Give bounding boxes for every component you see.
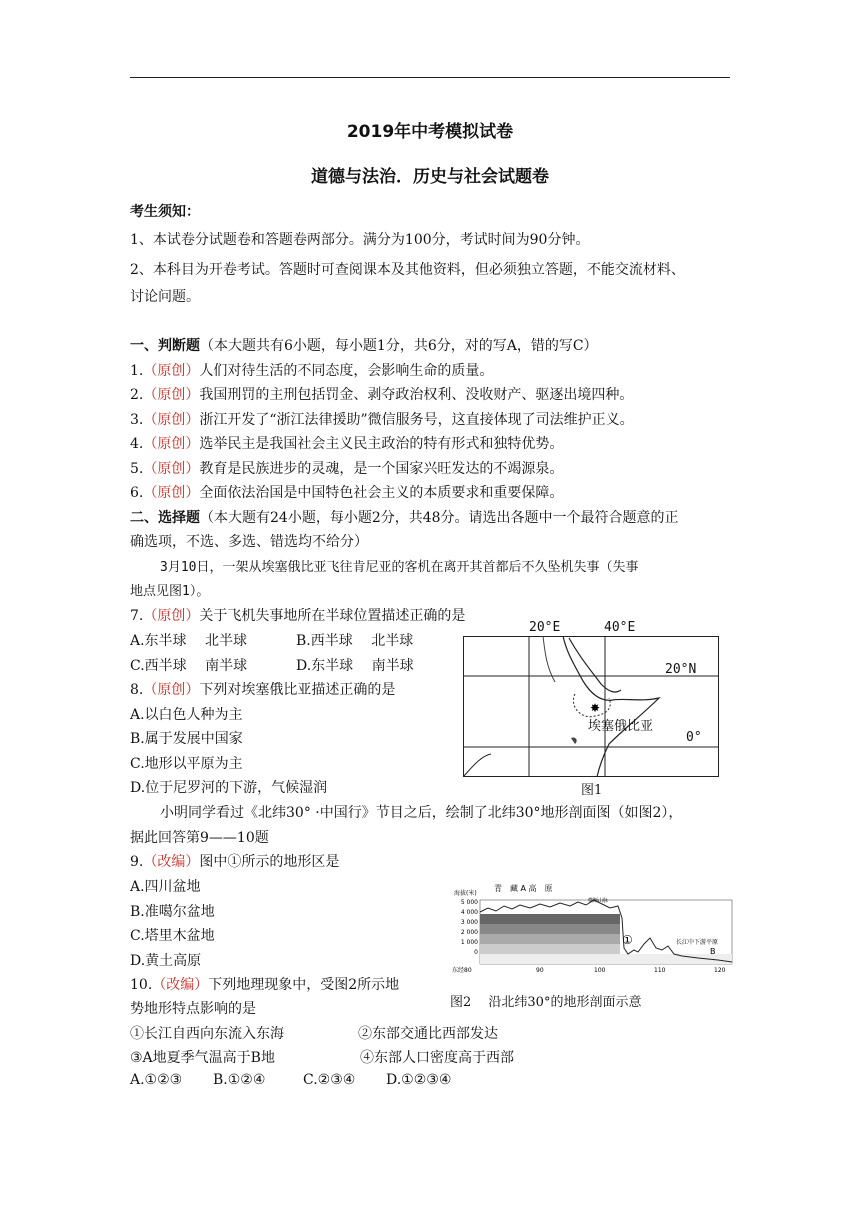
question-text: 下列对埃塞俄比亚描述正确的是 [199, 682, 396, 698]
option-a: A.以白色人种为主 [130, 707, 243, 723]
header-rule [130, 77, 730, 78]
question-8 [130, 679, 395, 699]
material-intro-2: 小明同学看过《北纬30° ·中国行》节目之后，绘制了北纬30°地形剖面图（如图2）， [160, 805, 683, 821]
terrain-profile-chart [448, 878, 738, 976]
x-axis-title: 东经80 [452, 967, 472, 974]
map-country-label: 埃塞俄比亚 [588, 719, 654, 734]
y-tick-label: 5 000 [460, 899, 478, 906]
item-number: 2. [130, 387, 144, 403]
coastline [463, 754, 491, 777]
source-tag: （原创） [143, 682, 200, 698]
elevation-band [480, 954, 732, 964]
item-text: 我国刑罚的主刑包括罚金、剥夺政治权利、没收财产、驱逐出境四种。 [199, 387, 634, 403]
source-tag: （改编） [143, 854, 200, 870]
notice-item-2-cont: 讨论问题。 [130, 289, 200, 305]
question-text: 关于飞机失事地所在半球位置描述正确的是 [199, 608, 466, 624]
judge-item [130, 409, 634, 429]
item-number: 8. [130, 682, 144, 698]
option-d: D.黄土高原 [130, 953, 202, 969]
y-tick-label: 3 000 [460, 919, 478, 926]
red-sea-coast [569, 638, 621, 692]
y-axis-title: 海拔(米) [454, 890, 477, 897]
x-tick-label: 120 [714, 967, 726, 974]
option-c: C.②③④ [303, 1072, 356, 1088]
lake-victoria [571, 737, 577, 744]
judge-item [130, 360, 493, 380]
notice-item-1: 1、本试卷分试题卷和答题卷两部分。满分为100分，考试时间为90分钟。 [130, 232, 590, 248]
item-number: 3. [130, 412, 144, 428]
question-9 [130, 851, 339, 871]
ethiopia-map [463, 636, 719, 777]
item-text: 人们对待生活的不同态度，会影响生命的质量。 [199, 363, 494, 379]
section2-heading: 二、选择题 [130, 510, 200, 526]
notice-heading: 考生须知： [130, 204, 200, 220]
exam-subtitle: 道德与法治．历史与社会试题卷 [311, 167, 549, 187]
notice-item-2: 2、本科目为开卷考试。答题时可查阅课本及其他资料，但必须独立答题，不能交流材料、 [130, 262, 685, 278]
option-b: B.准噶尔盆地 [130, 904, 215, 920]
exam-title: 2019年中考模拟试卷 [346, 122, 514, 142]
judge-item [130, 482, 563, 502]
question-text: 下列地理现象中，受图2所示地 [208, 977, 400, 993]
elevation-band [480, 944, 620, 954]
judge-item [130, 384, 633, 404]
item-number: 9. [130, 854, 144, 870]
option-b: B.属于发展中国家 [130, 731, 243, 747]
map-lat-20n: 20°N [665, 662, 697, 677]
item-text: 选举民主是我国社会主义民主政治的特有形式和独特优势。 [199, 436, 564, 452]
item-number: 6. [130, 485, 144, 501]
question-text: 图中①所示的地形区是 [199, 854, 340, 870]
question-7 [130, 605, 465, 625]
source-tag: （原创） [143, 485, 200, 501]
y-tick-label: 4 000 [460, 909, 478, 916]
option-a: A.东半球 北半球 [130, 633, 248, 649]
figure2-caption: 图2 沿北纬30°的地形剖面示意 [450, 995, 642, 1010]
question-10 [130, 974, 399, 994]
figure1-caption: 图1 [581, 783, 603, 798]
item-number: 5. [130, 461, 144, 477]
y-tick-label: 0 [474, 949, 478, 956]
nile-river [543, 636, 555, 682]
source-tag: （原创） [143, 436, 200, 452]
statement-1: ①长江自西向东流入东海 [130, 1026, 284, 1042]
option-c: C.地形以平原为主 [130, 756, 243, 772]
source-tag: （原创） [143, 387, 200, 403]
plateau-label: 青 藏 A 高 原 [494, 884, 553, 893]
option-a: A.①②③ [130, 1072, 183, 1088]
statement-4: ④东部人口密度高于西部 [360, 1050, 514, 1066]
source-tag: （改编） [152, 977, 209, 993]
elevation-band [480, 924, 620, 934]
item-number: 1. [130, 363, 144, 379]
source-tag: （原创） [143, 608, 200, 624]
option-c: C.塔里木盆地 [130, 928, 215, 944]
source-tag: （原创） [143, 412, 200, 428]
x-tick-label: 100 [594, 967, 606, 974]
option-b: B.①②④ [213, 1072, 266, 1088]
material-intro-2-cont: 据此回答第9——10题 [130, 830, 269, 846]
terrain-marker-1: ① [622, 933, 633, 947]
item-number: 4. [130, 436, 144, 452]
section1-note: （本大题共有6小题，每小题1分，共6分，对的写A，错的写C） [200, 338, 598, 354]
source-tag: （原创） [143, 461, 200, 477]
elevation-band [480, 914, 620, 924]
statement-3: ③A地夏季气温高于B地 [130, 1050, 275, 1066]
elevation-band [480, 934, 620, 944]
option-d: D.①②③④ [386, 1072, 452, 1088]
section2-note-cont: 确选项，不选、多选、错选均不给分） [130, 534, 368, 550]
option-a: A.四川盆地 [130, 879, 201, 895]
coastline [563, 636, 659, 777]
section2-header [130, 507, 679, 527]
section1-header [130, 335, 598, 355]
item-number: 7. [130, 608, 144, 624]
option-b: B.西半球 北半球 [296, 633, 414, 649]
crash-site-icon: ✸ [589, 701, 601, 715]
x-tick-label: 90 [536, 967, 544, 974]
y-tick-label: 2 000 [460, 929, 478, 936]
material-intro-1-cont: 地点见图1）。 [130, 584, 210, 599]
plain-label: 长江中下游平原 [676, 939, 719, 946]
item-text: 教育是民族进步的灵魂，是一个国家兴旺发达的不竭源泉。 [199, 461, 564, 477]
item-number: 10. [130, 977, 153, 993]
mountain-label: 横断山脉 [588, 898, 609, 904]
section2-note: （本大题有24小题，每小题2分，共48分。请选出各题中一个最符合题意的正 [200, 510, 679, 526]
item-text: 浙江开发了“浙江法律援助”微信服务号，这直接体现了司法维护正义。 [199, 412, 634, 428]
judge-item [130, 433, 563, 453]
material-intro-1: 3月10日，一架从埃塞俄比亚飞往肯尼亚的客机在离开其首都后不久坠机失事（失事 [160, 560, 639, 575]
y-tick-label: 1 000 [460, 939, 478, 946]
map-lon-40e: 40°E [604, 620, 636, 635]
option-d: D.位于尼罗河的下游，气候湿润 [130, 780, 328, 796]
map-lat-0: 0° [686, 730, 702, 745]
point-b-label: B [710, 947, 716, 956]
statement-2: ②东部交通比西部发达 [358, 1026, 498, 1042]
question-10-cont: 势地形特点影响的是 [130, 1001, 256, 1017]
map-lon-20e: 20°E [529, 620, 561, 635]
section1-heading: 一、判断题 [130, 338, 200, 354]
item-text: 全面依法治国是中国特色社会主义的本质要求和重要保障。 [199, 485, 564, 501]
x-tick-label: 110 [654, 967, 666, 974]
option-d: D.东半球 南半球 [296, 658, 414, 674]
option-c: C.西半球 南半球 [130, 658, 248, 674]
source-tag: （原创） [143, 363, 200, 379]
judge-item [130, 458, 563, 478]
